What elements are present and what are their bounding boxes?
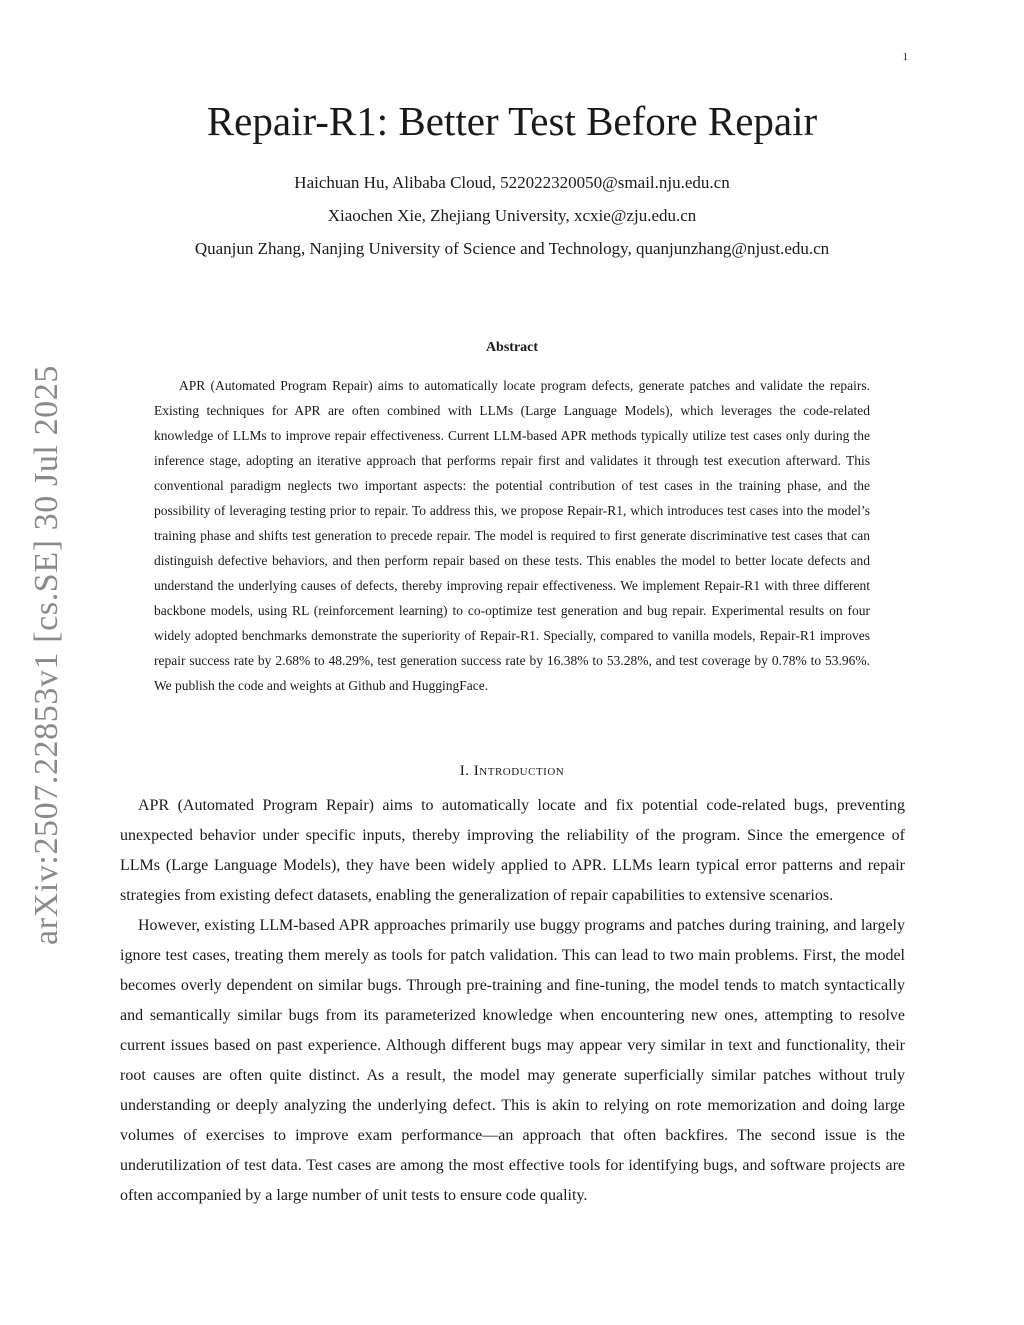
author-line: Xiaochen Xie, Zhejiang University, xcxie@zju.edu.cn <box>327 206 697 225</box>
abstract-heading: Abstract <box>485 340 539 355</box>
author-line: Quanjun Zhang, Nanjing University of Science and Technology, quanjunzhang@njust.edu.cn <box>194 239 830 258</box>
author-block <box>0 166 1024 265</box>
section-number: I. <box>459 763 470 779</box>
author-line: Haichuan Hu, Alibaba Cloud, 522022320050@smail.nju.edu.cn <box>294 173 730 192</box>
arxiv-identifier-stamp: arXiv:2507.22853v1 [cs.SE] 30 Jul 2025 <box>28 365 65 945</box>
paper-title: Repair-R1: Better Test Before Repair <box>206 98 818 144</box>
body-paragraph: APR (Automated Program Repair) aims to automatically locate and fix potential code-related bugs, preventing unexpected behavior under specific inputs, thereby improving the reliability of the program. Since the emergence of LLMs (Large Language Models), they have been widely applied to APR. LLMs learn typical error patterns and repair strategies from existing defect datasets, enabling the generalization of repair capabilities to extensive scenarios. <box>120 797 905 904</box>
section-title: Introduction <box>473 763 565 779</box>
page-number: 1 <box>902 51 908 63</box>
body-paragraph: However, existing LLM-based APR approaches primarily use buggy programs and patches during training, and largely ignore test cases, treating them merely as tools for patch validation. This can lead to two main problems. First, the model becomes overly dependent on similar bugs. Through pre-training and fine-tuning, the model tends to match syntactically and semantically similar bugs from its parameterized knowledge when encountering new ones, attempting to resolve current issues based on past experience. Although different bugs may appear very similar in text and functionality, their root causes are often quite distinct. As a result, the model may generate superficially similar patches without truly understanding or deeply analyzing the underlying defect. This is akin to relying on rote memorization and doing large volumes of exercises to improve exam performance—an approach that often backfires. The second issue is the underutilization of test data. Test cases are among the most effective tools for identifying bugs, and software projects are often accompanied by a large number of unit tests to ensure code quality. <box>120 917 905 1204</box>
abstract-text: APR (Automated Program Repair) aims to automatically locate program defects, generate patches and validate the repairs. Existing techniques for APR are often combined with LLMs (Large Language Models), which leverages the code-related knowledge of LLMs to improve repair effectiveness. Current LLM-based APR methods typically utilize test cases only during the inference stage, adopting an iterative approach that performs repair first and validates it through test execution afterward. This conventional paradigm neglects two important aspects: the potential contribution of test cases in the training phase, and the possibility of leveraging testing prior to repair. To address this, we propose Repair-R1, which introduces test cases into the model’s training phase and shifts test generation to precede repair. The model is required to first generate discriminative test cases that can distinguish defective behaviors, and then perform repair based on these tests. This enables the model to better locate defects and understand the underlying causes of defects, thereby improving repair effectiveness. We implement Repair-R1 with three different backbone models, using RL (reinforcement learning) to co-optimize test generation and bug repair. Experimental results on four widely adopted benchmarks demonstrate the superiority of Repair-R1. Specially, compared to vanilla models, Repair-R1 improves repair success rate by 2.68% to 48.29%, test generation success rate by 16.38% to 53.28%, and test coverage by 0.78% to 53.96%. We publish the code and weights at Github and HuggingFace. <box>154 378 870 693</box>
section-heading-introduction <box>0 760 1024 782</box>
